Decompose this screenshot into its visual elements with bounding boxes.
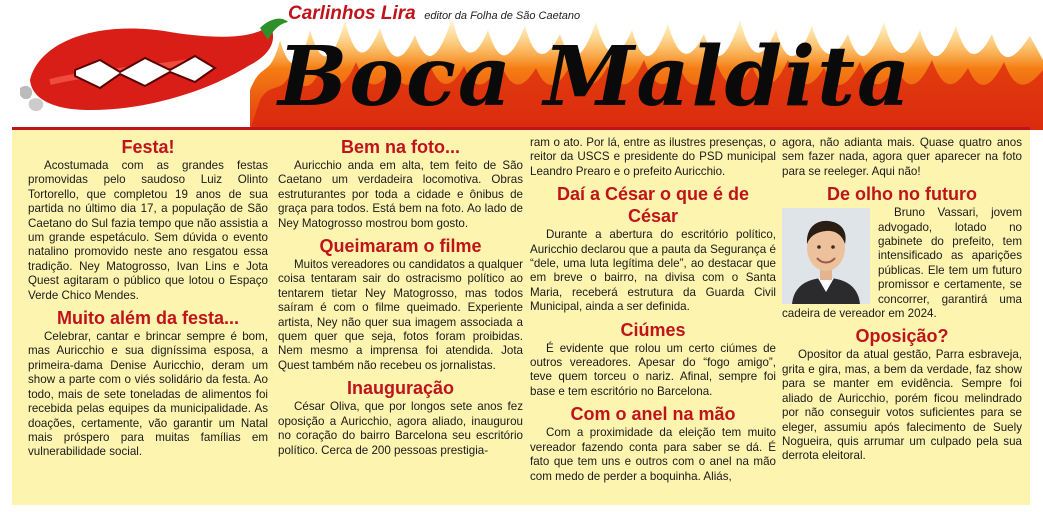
continued-paragraph: agora, não adianta mais. Quase quatro anos sem fazer nada, agora quer aparecer na foto para se reeleger. Aqui não! <box>782 136 1022 178</box>
section-paragraph: Celebrar, cantar e brincar sempre é bom, mas Auricchio e sua digníssima esposa, a primeira-dama Denise Auricchio, deram um show a parte com o viés solidário da festa. Ao todo, mais de sete toneladas de alimentos foi recebida pelas equipes da municipalidade. As doações, certamente, vão garantir um Natal mais próspero para muitas famílias em vulnerabilidade social. <box>28 330 268 459</box>
section-heading: Daí a César o que é de César <box>556 184 750 227</box>
chili-pepper-icon <box>20 10 290 125</box>
section-paragraph: Opositor da atual gestão, Parra esbraveja, grita e gira, mas, a bem da verdade, faz show para se manter em evidência. Sempre foi aliado de Auricchio, porém ficou melindrado por não conseguir votos suficientes para se eleger, assumiu após falecimento de Suely Nogueira, quis arrumar um culpado pela sua derrota eleitoral. <box>782 348 1022 463</box>
continued-paragraph: ram o ato. Por lá, entre as ilustres presenças, o reitor da USCS e presidente do PSD municipal Leandro Prearo e o prefeito Auricchio. <box>530 136 776 178</box>
article-panel <box>12 127 1030 505</box>
section-paragraph: Auricchio anda em alta, tem feito de São Caetano um verdadeira locomotiva. Obras estruturantes por toda a cidade e ônibus de graça para todos. Está bem na foto. Ao lado de Ney Matogrosso mostrou bom gosto. <box>278 159 523 230</box>
byline <box>288 3 580 25</box>
section-paragraph: Durante a abertura do escritório político, Auricchio declarou que a pauta da Segurança é “dele, uma luta legítima dele”, ao destacar que em breve o bairro, na divisa com o Santa Maria, receberá estrutura da Guarda Civil Municipal, ainda a ser definida. <box>530 228 776 314</box>
section-paragraph: Com a proximidade da eleição tem muito vereador fazendo conta para saber se dá. É fato que tem uns e outros com o anel na mão com medo de perder a boquinha. Aliás, <box>530 426 776 483</box>
section-paragraph: Acostumada com as grandes festas promovidas pelo saudoso Luiz Olinto Tortorello, que completou 19 anos de sua partida no último dia 17, a população de São Caetano do Sul fazia tempo que não assistia a um grande espetáculo. Sem dúvida o evento natalino promovido neste ano resgatou essa tradição. Ney Matogrosso, Ivan Lins e Jota Quest agitaram o público que lotou o Espaço Verde Chico Mendes. <box>28 159 268 302</box>
section-paragraph: Muitos vereadores ou candidatos a qualquer coisa tentaram sair do ostracismo político ao tentarem tietar Ney Matogrosso, mas todos saíram é com o filme queimado. Experiente artista, Ney não quer sua imagem associada a quem quer que seja, fotos foram proibidas. Nem mesmo a imprensa foi atendida. Jota Quest também não recebeu os jornalistas. <box>278 258 523 372</box>
section-heading: Festa! <box>121 137 175 157</box>
column-2 <box>278 136 523 462</box>
section-heading: Bem na foto... <box>340 137 460 157</box>
section-heading: Oposição? <box>855 326 949 347</box>
section-heading: Com o anel na mão <box>570 404 736 425</box>
section-heading: Ciúmes <box>620 319 686 340</box>
section-heading: De olho no futuro <box>827 184 977 205</box>
column-3 <box>530 136 776 488</box>
author-role: editor da Folha de São Caetano <box>424 10 581 22</box>
portrait-photo <box>782 208 870 304</box>
author-name: Carlinhos Lira <box>288 3 416 24</box>
masthead <box>0 0 1043 130</box>
section-heading: Muito além da festa... <box>56 308 240 329</box>
section-heading: Queimaram o filme <box>319 236 482 257</box>
column-1 <box>28 136 268 464</box>
portrait-image <box>782 208 870 304</box>
column-title: Boca Maldita <box>278 29 913 125</box>
section-paragraph: César Oliva, que por longos sete anos fez oposição a Auricchio, agora aliado, inaugurou no coração do bairro Barcelona seu escritório político. Cerca de 200 pessoas prestigia- <box>278 400 523 457</box>
column-4 <box>782 136 1022 468</box>
section-paragraph: Bruno Vassari, jovem advogado, lotado no gabinete do prefeito, tem intensificado as aparições públicas. Ele tem um futuro promissor e certamente, se concorrer, garantirá uma cadeira de vereador em 2024. <box>782 206 1022 321</box>
section-paragraph: É evidente que rolou um certo ciúmes de outros vereadores. Apesar do “fogo amigo”, teve quem torceu o nariz. Afinal, sempre foi base e tem escritório no Barcelona. <box>530 341 776 398</box>
section-heading: Inauguração <box>346 378 455 399</box>
